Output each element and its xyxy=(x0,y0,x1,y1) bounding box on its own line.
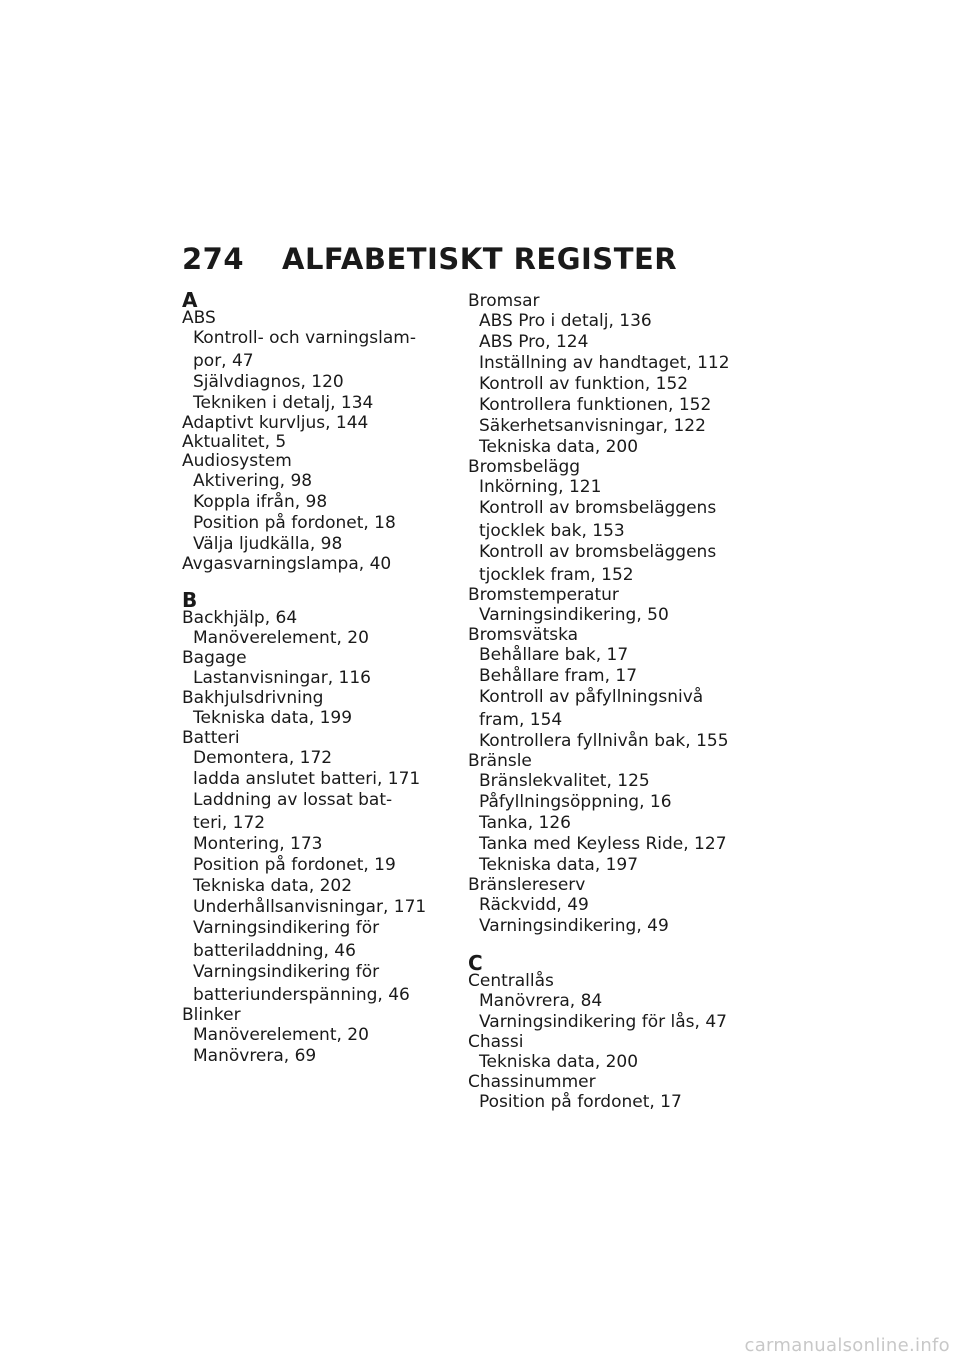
index-subentry: Varningsindikering för xyxy=(193,962,380,982)
index-subentry: Varningsindikering för lås, 47 xyxy=(479,1012,727,1032)
index-subentry: Manöverelement, 20 xyxy=(193,628,369,648)
index-subentry: Tekniska data, 199 xyxy=(193,708,353,728)
index-subentry: batteriladdning, 46 xyxy=(193,941,356,961)
index-subentry: Påfyllningsöppning, 16 xyxy=(479,792,672,812)
index-subentry: Position på fordonet, 19 xyxy=(193,855,396,875)
page-header xyxy=(182,242,677,276)
index-subentry: Manövrera, 84 xyxy=(479,991,603,1011)
index-subentry: ABS Pro, 124 xyxy=(479,332,589,352)
index-subentry: Kontroll av bromsbeläggens xyxy=(479,542,717,562)
index-subentry: Koppla ifrån, 98 xyxy=(193,492,328,512)
index-subentry: Manöverelement, 20 xyxy=(193,1025,369,1045)
index-term: Adaptivt kurvljus, 144 xyxy=(182,413,369,433)
index-subentry: Tekniska data, 200 xyxy=(479,437,639,457)
index-subentry: Varningsindikering för xyxy=(193,918,380,938)
page-title: ALFABETISKT REGISTER xyxy=(282,242,678,276)
index-subentry: Tekniska data, 200 xyxy=(479,1052,639,1072)
index-subentry: Lastanvisningar, 116 xyxy=(193,668,371,688)
index-term: Chassi xyxy=(468,1032,524,1052)
index-subentry: Självdiagnos, 120 xyxy=(193,372,344,392)
index-column-left xyxy=(182,288,452,1067)
index-subentry: Inkörning, 121 xyxy=(479,477,602,497)
index-subentry: ladda anslutet batteri, 171 xyxy=(193,769,421,789)
index-term: Bränsle xyxy=(468,751,532,771)
index-subentry: Varningsindikering, 50 xyxy=(479,605,669,625)
index-term: Bränslereserv xyxy=(468,875,586,895)
index-subentry: Laddning av lossat bat- xyxy=(193,790,393,810)
index-subentry: Säkerhetsanvisningar, 122 xyxy=(479,416,706,436)
index-subentry: Kontroll av påfyllningsnivå xyxy=(479,687,704,707)
index-subentry: fram, 154 xyxy=(479,710,563,730)
index-letter: B xyxy=(182,588,198,612)
index-subentry: Varningsindikering, 49 xyxy=(479,916,669,936)
index-subentry: batteriunderspänning, 46 xyxy=(193,985,410,1005)
index-term: Aktualitet, 5 xyxy=(182,432,287,452)
index-subentry: Tekniska data, 197 xyxy=(479,855,639,875)
index-subentry: tjocklek bak, 153 xyxy=(479,521,625,541)
index-term: Bromsar xyxy=(468,291,540,311)
index-subentry: Aktivering, 98 xyxy=(193,471,313,491)
index-term: Bakhjulsdrivning xyxy=(182,688,324,708)
index-letter: C xyxy=(468,951,483,975)
index-subentry: Behållare bak, 17 xyxy=(479,645,629,665)
index-subentry: Inställning av handtaget, 112 xyxy=(479,353,730,373)
index-column-right xyxy=(468,292,738,1113)
index-term: Bromstemperatur xyxy=(468,585,619,605)
index-subentry: ABS Pro i detalj, 136 xyxy=(479,311,652,331)
index-term: Audiosystem xyxy=(182,451,292,471)
index-subentry: Tanka med Keyless Ride, 127 xyxy=(479,834,727,854)
index-term: Bromsvätska xyxy=(468,625,579,645)
index-term: Bagage xyxy=(182,648,247,668)
index-term: Centrallås xyxy=(468,971,554,991)
index-term: Avgasvarningslampa, 40 xyxy=(182,554,392,574)
index-subentry: teri, 172 xyxy=(193,813,266,833)
index-subentry: Manövrera, 69 xyxy=(193,1046,317,1066)
index-subentry: Kontrollera funktionen, 152 xyxy=(479,395,712,415)
index-term: Chassinummer xyxy=(468,1072,596,1092)
index-term: Bromsbelägg xyxy=(468,457,581,477)
watermark: carmanualsonline.info xyxy=(744,1335,950,1356)
index-subentry: Bränslekvalitet, 125 xyxy=(479,771,650,791)
index-subentry: tjocklek fram, 152 xyxy=(479,565,634,585)
index-term: Blinker xyxy=(182,1005,241,1025)
index-subentry: Välja ljudkälla, 98 xyxy=(193,534,343,554)
index-subentry: Position på fordonet, 17 xyxy=(479,1092,682,1112)
index-subentry: Demontera, 172 xyxy=(193,748,333,768)
index-term: Batteri xyxy=(182,728,240,748)
index-subentry: Kontroll av bromsbeläggens xyxy=(479,498,717,518)
index-subentry: Räckvidd, 49 xyxy=(479,895,589,915)
index-subentry: Kontroll av funktion, 152 xyxy=(479,374,689,394)
index-subentry: Underhållsanvisningar, 171 xyxy=(193,897,427,917)
page-number: 274 xyxy=(182,242,245,276)
index-subentry: por, 47 xyxy=(193,351,254,371)
index-subentry: Behållare fram, 17 xyxy=(479,666,638,686)
index-subentry: Tekniken i detalj, 134 xyxy=(193,393,374,413)
index-subentry: Kontrollera fyllnivån bak, 155 xyxy=(479,731,729,751)
index-letter: A xyxy=(182,288,198,312)
index-term: Backhjälp, 64 xyxy=(182,608,298,628)
index-subentry: Kontroll- och varningslam- xyxy=(193,328,416,348)
index-subentry: Tekniska data, 202 xyxy=(193,876,353,896)
index-subentry: Montering, 173 xyxy=(193,834,323,854)
index-subentry: Position på fordonet, 18 xyxy=(193,513,396,533)
index-subentry: Tanka, 126 xyxy=(479,813,571,833)
index-term: ABS xyxy=(182,308,216,328)
